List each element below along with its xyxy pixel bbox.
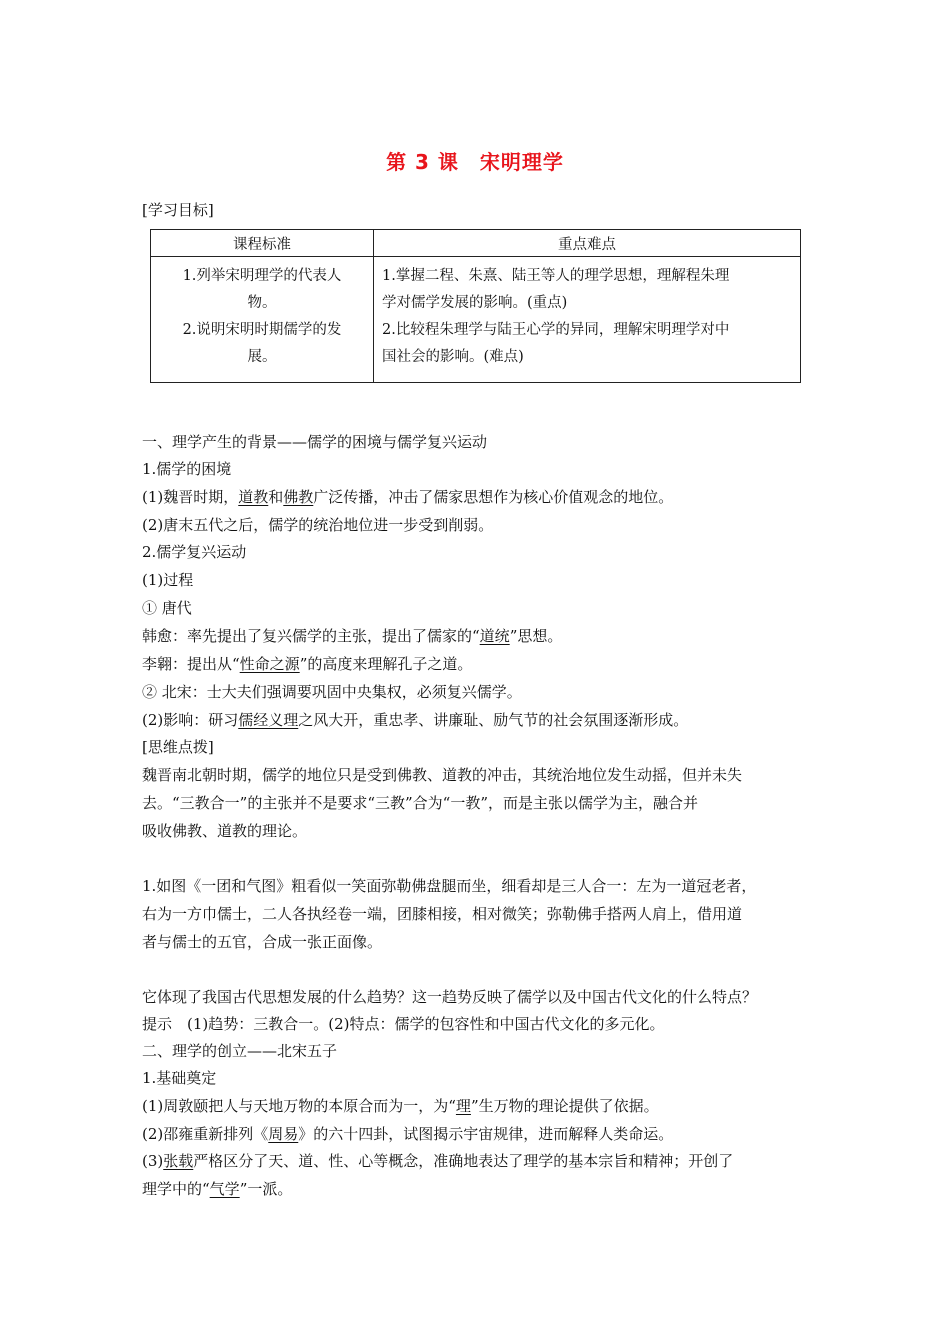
standard-line: 展。	[247, 349, 277, 365]
s1-tang: ① 唐代	[142, 599, 192, 617]
s1-sub1: 1.儒学的困境	[142, 460, 232, 478]
s1-process: (1)过程	[142, 571, 194, 589]
s1-impact: (2)影响：研习儒经义理之风大开，重忠孝、讲廉耻、励气节的社会氛围逐渐形成。	[142, 711, 689, 729]
s1-hanyu: 韩愈：率先提出了复兴儒学的主张，提出了儒家的“道统”思想。	[142, 627, 563, 645]
section2-heading: 二、理学的创立——北宋五子	[142, 1042, 338, 1060]
s2-p4: 理学中的“气学”一派。	[142, 1180, 293, 1198]
think-label: [思维点拨]	[142, 738, 214, 756]
standard-line: 物。	[247, 295, 277, 311]
focus-line: 1.掌握二程、朱熹、陆王等人的理学思想，理解程朱理	[382, 268, 730, 284]
s1-p2: (2)唐末五代之后，儒学的统治地位进一步受到削弱。	[142, 516, 494, 534]
s1-liao: 李翱：提出从“性命之源”的高度来理解孔子之道。	[142, 655, 473, 673]
section1-heading: 一、理学产生的背景——儒学的困境与儒学复兴运动	[142, 433, 488, 451]
think-line: 吸收佛教、道教的理论。	[142, 822, 308, 840]
s2-p3: (3)张载严格区分了天、道、性、心等概念，准确地表达了理学的基本宗旨和精神；开创了	[142, 1152, 734, 1170]
focus-cell	[374, 257, 801, 383]
standard-line: 2.说明宋明时期儒学的发	[182, 322, 342, 338]
standards-cell	[151, 257, 374, 383]
question-ask: 它体现了我国古代思想发展的什么趋势？这一趋势反映了儒学以及中国古代文化的什么特点？	[142, 988, 758, 1006]
s1-sub2: 2.儒学复兴运动	[142, 543, 247, 561]
standard-line: 1.列举宋明理学的代表人	[182, 268, 342, 284]
question-line: 1.如图《一团和气图》粗看似一笑面弥勒佛盘腿而坐，细看却是三人合一：左为一道冠老者，	[142, 877, 757, 895]
s2-sub1: 1.基础奠定	[142, 1069, 217, 1087]
objectives-table	[150, 229, 801, 383]
question-line: 右为一方巾儒士，二人各执经卷一端，团膝相接，相对微笑；弥勒佛手搭两人肩上，借用道	[142, 905, 743, 923]
header-standards: 课程标准	[151, 230, 374, 257]
focus-line: 2.比较程朱理学与陆王心学的异同，理解宋明理学对中	[382, 322, 730, 338]
header-focus: 重点难点	[374, 230, 801, 257]
s1-song: ② 北宋：士大夫们强调要巩固中央集权，必须复兴儒学。	[142, 683, 522, 701]
focus-line: 学对儒学发展的影响。(重点)	[382, 295, 568, 311]
objectives-label: [学习目标]	[142, 201, 214, 219]
question-line: 者与儒士的五官，合成一张正面像。	[142, 933, 383, 951]
focus-line: 国社会的影响。(难点)	[382, 349, 524, 365]
s2-p2: (2)邵雍重新排列《周易》的六十四卦，试图揭示宇宙规律，进而解释人类命运。	[142, 1125, 674, 1143]
think-line: 魏晋南北朝时期，儒学的地位只是受到佛教、道教的冲击，其统治地位发生动摇，但并未失	[142, 766, 743, 784]
s1-p1: (1)魏晋时期，道教和佛教广泛传播，冲击了儒家思想作为核心价值观念的地位。	[142, 488, 674, 506]
think-line: 去。“三教合一”的主张并不是要求“三教”合为“一教”，而是主张以儒学为主，融合并	[142, 794, 699, 812]
lesson-title: 第 3 课 宋明理学	[386, 150, 564, 174]
question-hint: 提示 (1)趋势：三教合一。(2)特点：儒学的包容性和中国古代文化的多元化。	[142, 1015, 665, 1033]
s2-p1: (1)周敦颐把人与天地万物的本原合而为一，为“理”生万物的理论提供了依据。	[142, 1097, 659, 1115]
